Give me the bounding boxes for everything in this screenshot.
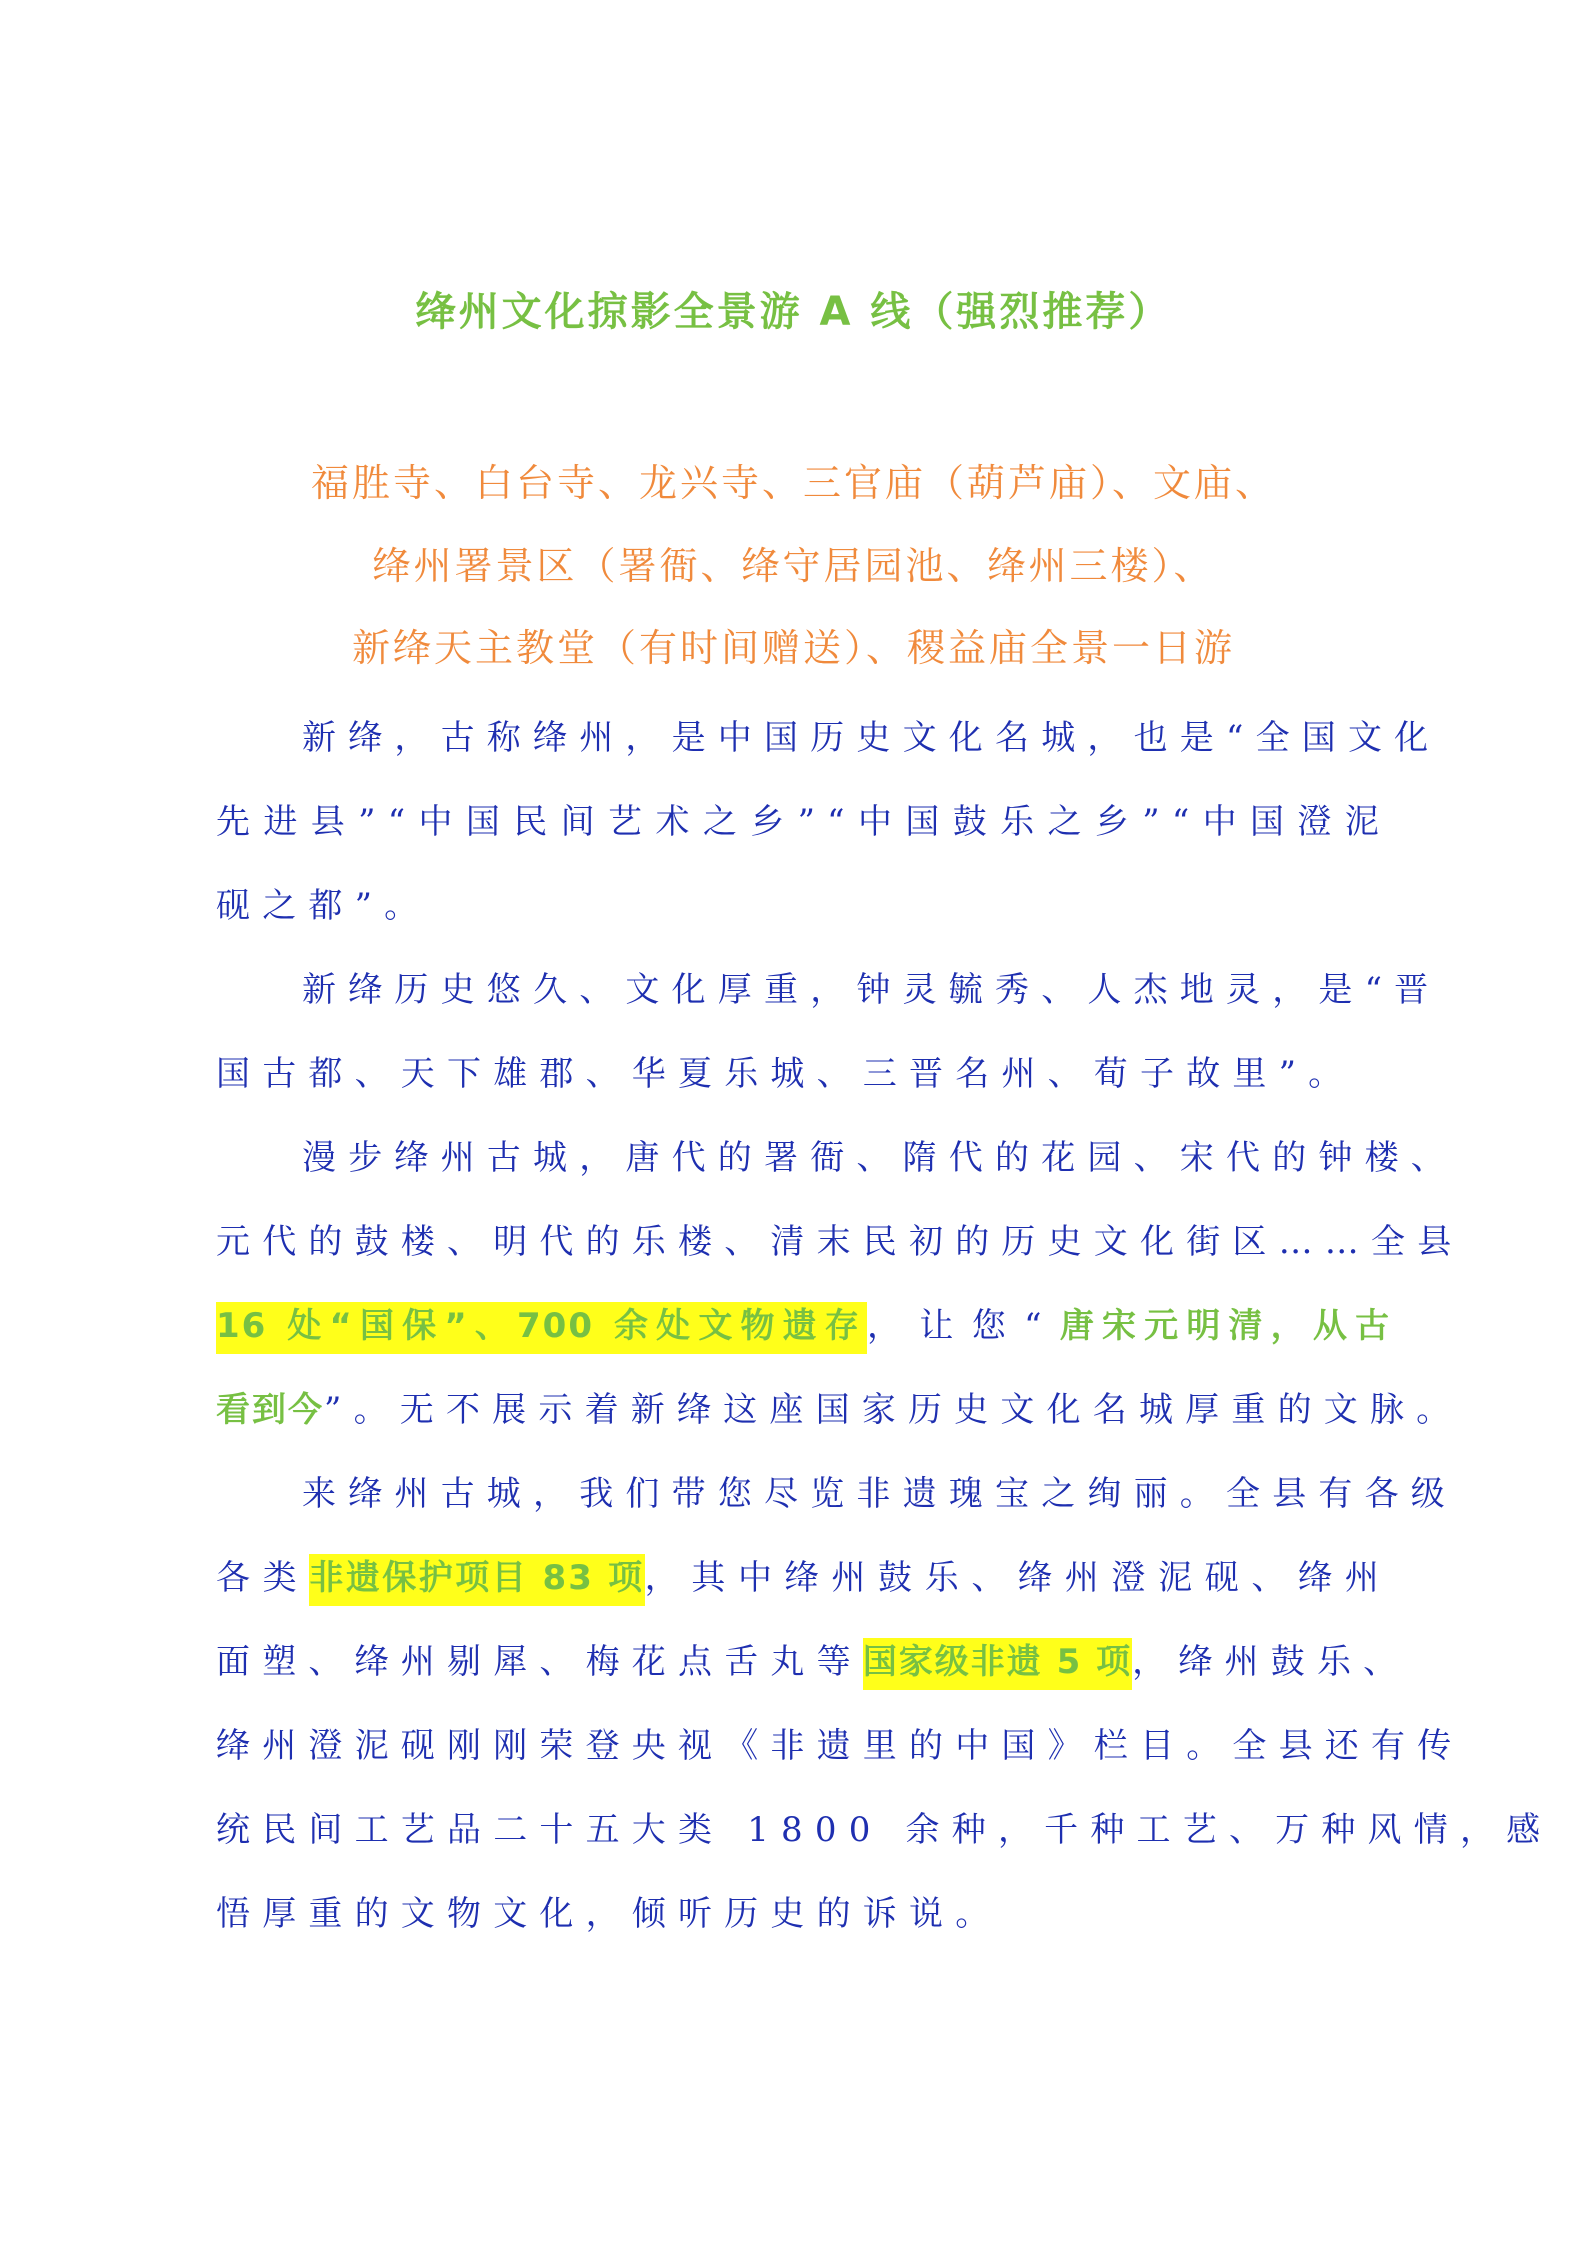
- p3-line-2: 元代的鼓楼、明代的乐楼、清末民初的历史文化街区……全县: [216, 1222, 1464, 1262]
- p3-line-3-mid: ，让您“: [866, 1306, 1054, 1346]
- subtitle-line-1: 福胜寺、白台寺、龙兴寺、三官庙（葫芦庙）、文庙、: [310, 461, 1276, 505]
- p3-line-4: [216, 1368, 1463, 1452]
- p4-line-4: 绛州澄泥砚刚刚荣登央视《非遗里的中国》栏目。全县还有传: [216, 1726, 1464, 1766]
- p3-line-1: 漫步绛州古城，唐代的署衙、隋代的花园、宋代的钟楼、: [302, 1138, 1457, 1178]
- p4-line-6: 悟厚重的文物文化，倾听历史的诉说。: [216, 1894, 1002, 1934]
- document-title: 绛州文化掠影全景游 A 线（强烈推荐）: [415, 289, 1172, 335]
- p4-line-3: [216, 1620, 1410, 1704]
- p4-line-3-a: 面塑、绛州剔犀、梅花点舌丸等: [216, 1642, 863, 1682]
- emphasis-dynasties: 唐宋元明清，从古: [1053, 1306, 1392, 1346]
- p4-line-3-b: ，绛州鼓乐、: [1132, 1642, 1410, 1682]
- highlight-intangible-projects: 非遗保护项目 83 项: [309, 1554, 644, 1606]
- p4-line-2-b: ，其中绛州鼓乐、绛州澄泥砚、绛州: [644, 1558, 1391, 1598]
- highlight-heritage-count: 16 处“国保”、700 余处文物遗存: [216, 1302, 867, 1354]
- p1-line-1: 新绛，古称绛州，是中国历史文化名城，也是“全国文化: [302, 718, 1441, 758]
- p2-line-2: 国古都、天下雄郡、华夏乐城、三晋名州、荀子故里”。: [216, 1054, 1355, 1094]
- p3-line-4-rest: ”。无不展示着新绛这座国家历史文化名城厚重的文脉。: [324, 1390, 1463, 1430]
- highlight-national-heritage: 国家级非遗 5 项: [863, 1638, 1132, 1690]
- subtitle-line-3: 新绛天主教堂（有时间赠送）、稷益庙全景一日游: [351, 626, 1235, 670]
- p4-line-2-a: 各类: [216, 1558, 310, 1598]
- p1-line-3: 砚之都”。: [216, 886, 431, 926]
- p2-line-1: 新绛历史悠久、文化厚重，钟灵毓秀、人杰地灵，是“晋: [302, 970, 1441, 1010]
- subtitle-line-2: 绛州署景区（署衙、绛守居园池、绛州三楼）、: [372, 544, 1215, 588]
- p3-line-3: [216, 1284, 1391, 1368]
- p4-line-5: 统民间工艺品二十五大类 1800 余种，千种工艺、万种风情，感: [216, 1810, 1553, 1850]
- body-text: [216, 696, 1553, 1956]
- emphasis-to-today: 看到今: [216, 1390, 324, 1430]
- p1-line-2: 先进县”“中国民间艺术之乡”“中国鼓乐之乡”“中国澄泥: [216, 802, 1391, 842]
- p4-line-2: [216, 1536, 1391, 1620]
- p4-line-1: 来绛州古城，我们带您尽览非遗瑰宝之绚丽。全县有各级: [302, 1474, 1457, 1514]
